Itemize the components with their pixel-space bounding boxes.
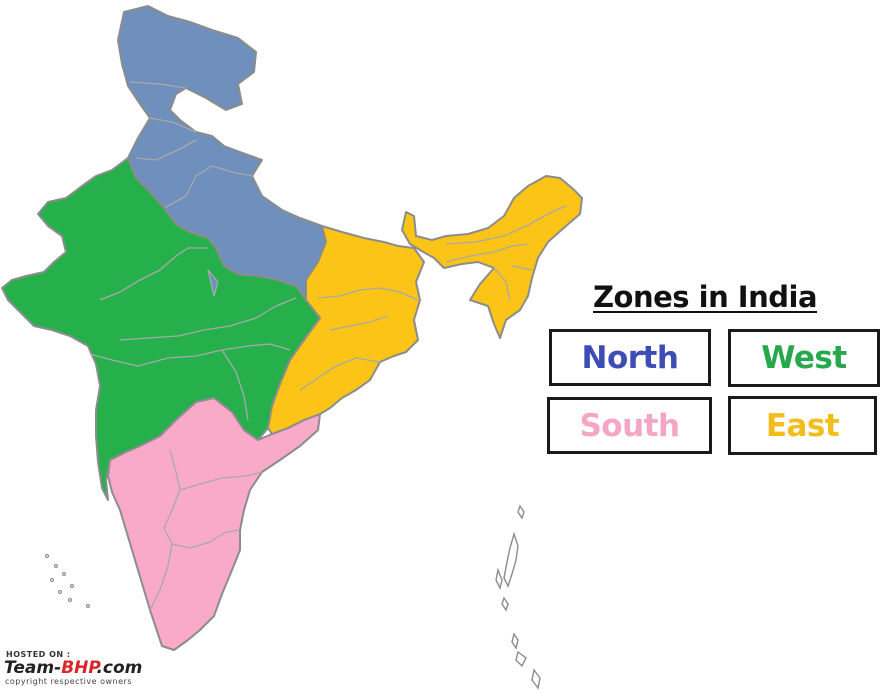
watermark-brand-suffix: .com [96,658,143,678]
watermark-brand [4,658,142,678]
lakshadweep-islands [45,554,89,607]
andaman-nicobar-islands [496,506,540,688]
legend-north-label: North [581,339,679,376]
legend-west-button[interactable] [728,329,880,387]
east-zone[interactable] [268,176,582,434]
map-title: Zones in India [593,280,818,314]
legend-west-label: West [761,340,847,376]
watermark-brand-prefix: Team- [4,658,62,678]
watermark-hosted-label: HOSTED ON : [6,650,71,659]
watermark-brand-bhp: BHP [61,658,97,678]
legend-south-button[interactable] [547,397,712,454]
legend-east-label: East [765,407,840,444]
legend-east-button[interactable] [728,396,877,455]
legend-north-button[interactable] [549,329,711,386]
legend-south-label: South [579,407,680,444]
watermark-copyright: copyright respective owners [5,677,132,686]
